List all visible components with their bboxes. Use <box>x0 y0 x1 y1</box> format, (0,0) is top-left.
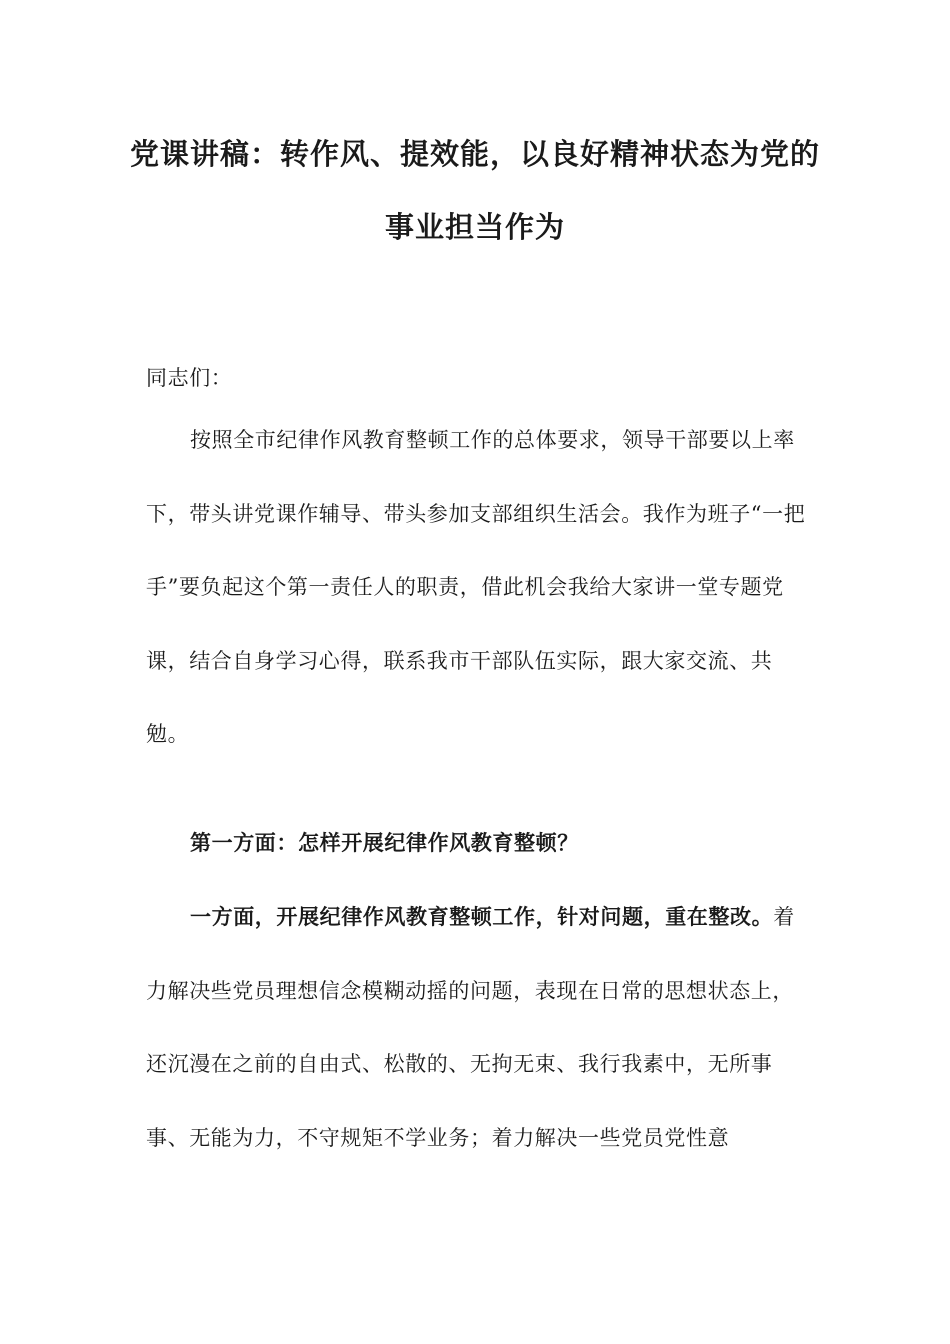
greeting: 同志们： <box>146 366 233 390</box>
section-heading: 第一方面：怎样开展纪律作风教育整顿？ <box>190 831 579 855</box>
paragraph-intro: 按照全市纪律作风教育整顿工作的总体要求，领导干部要以上率下，带头讲党课作辅导、带头参加支部组织生活会。我作为班子“一把手”要负起这个第一责任人的职责，借此机会我给大家讲一堂专题党课，结合自身学习心得，联系我市干部队伍实际，跟大家交流、共勉。 <box>146 428 806 746</box>
paragraph-lead-sentence: 一方面，开展纪律作风教育整顿工作，针对问题，重在整改。 <box>190 905 774 929</box>
paragraph-body: 着力解决些党员理想信念模糊动摇的问题，表现在日常的思想状态上，还沉漫在之前的自由式、松散的、无拘无束、我行我素中，无所事事、无能为力，不守规矩不学业务；着力解决一些党员党性意 <box>146 905 795 1150</box>
document-title-line-2: 事业担当作为 <box>384 210 565 244</box>
document-title-line-1: 党课讲稿：转作风、提效能，以良好精神状态为党的 <box>129 137 820 171</box>
paragraph-section-1 <box>146 881 806 1175</box>
